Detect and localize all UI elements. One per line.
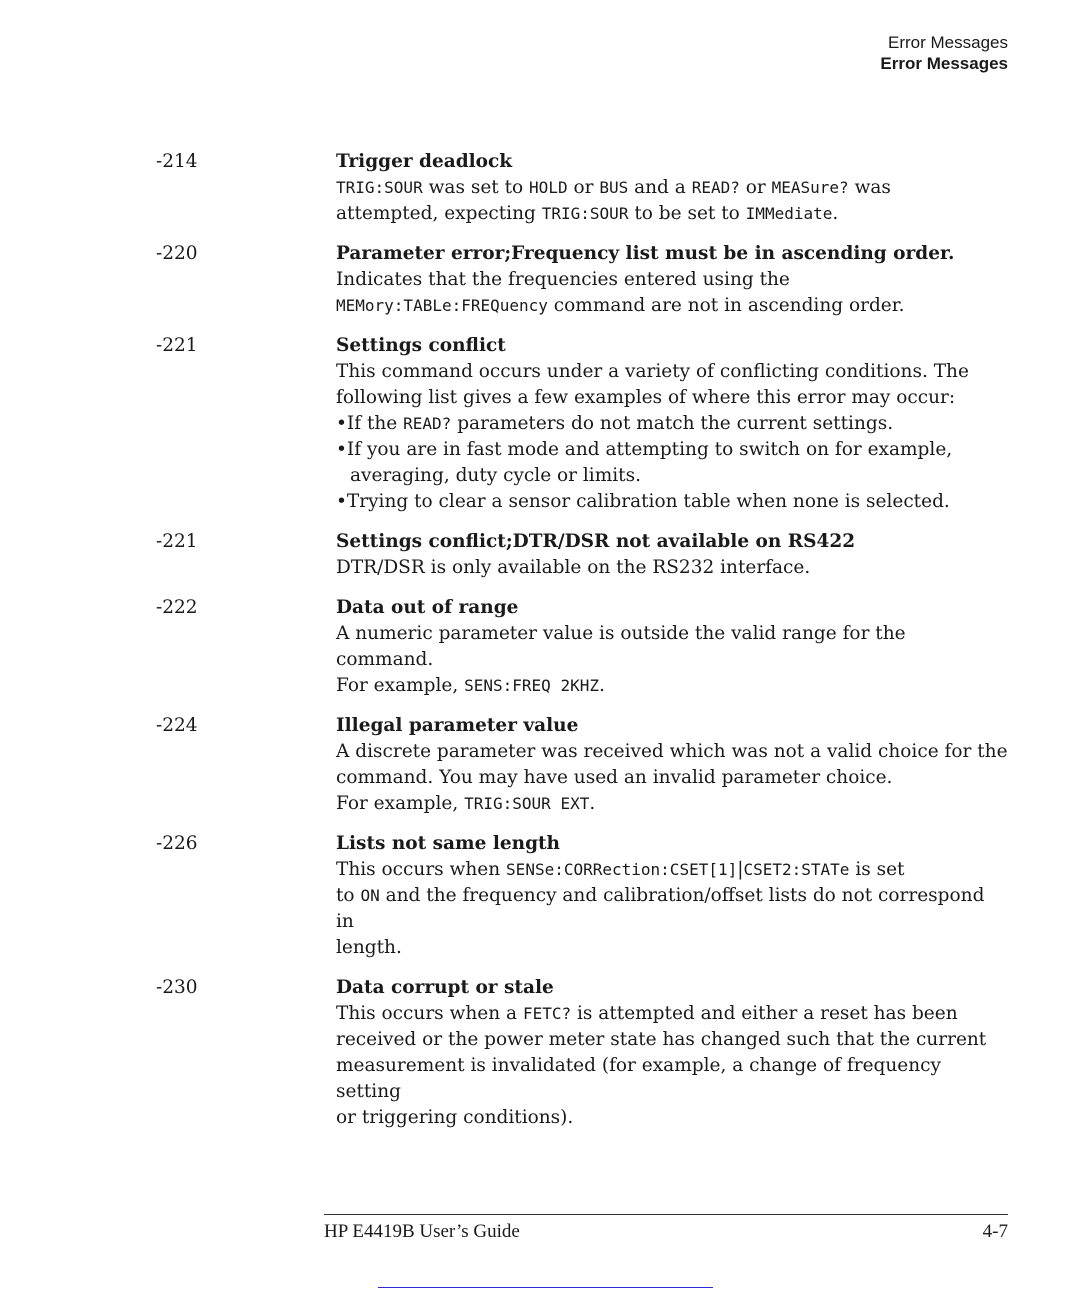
error-title: Data out of range bbox=[336, 597, 519, 618]
description-line bbox=[336, 201, 1008, 227]
error-description bbox=[336, 975, 1008, 1131]
command-code: READ? bbox=[403, 414, 452, 433]
description-line: received or the power meter state has changed such that the current bbox=[336, 1029, 987, 1050]
error-code: -214 bbox=[156, 151, 198, 172]
bullet-item: •If you are in fast mode and attempting to switch on for example, averaging, duty cycle or limits. bbox=[336, 439, 953, 486]
command-code: SENS:FREQ 2KHZ bbox=[464, 676, 599, 695]
error-description bbox=[336, 713, 1008, 817]
text: to bbox=[336, 885, 361, 906]
error-entry bbox=[0, 831, 1080, 961]
error-description bbox=[336, 333, 1008, 515]
text: to be set to bbox=[628, 203, 746, 224]
command-code: CSET2:STATe bbox=[743, 860, 850, 879]
running-header bbox=[880, 32, 1008, 74]
description-line: length. bbox=[336, 937, 402, 958]
text: attempted, expecting bbox=[336, 203, 542, 224]
description-line: following list gives a few examples of where this error may occur: bbox=[336, 387, 956, 408]
error-entry bbox=[0, 713, 1080, 817]
error-description bbox=[336, 529, 1008, 581]
footer-guide-title: HP E4419B User’s Guide bbox=[324, 1221, 520, 1242]
footer-page-number: 4-7 bbox=[982, 1221, 1008, 1242]
error-description bbox=[336, 149, 1008, 227]
command-code: TRIG:SOUR bbox=[541, 204, 629, 223]
error-code: -222 bbox=[156, 597, 198, 618]
error-code: -226 bbox=[156, 833, 198, 854]
description-line bbox=[336, 883, 1008, 935]
error-title: Settings conflict bbox=[336, 335, 506, 356]
error-title: Data corrupt or stale bbox=[336, 977, 554, 998]
description-line: or triggering conditions). bbox=[336, 1107, 574, 1128]
description-line: This command occurs under a variety of conflicting conditions. The bbox=[336, 361, 969, 382]
description-line bbox=[336, 857, 1008, 883]
description-line bbox=[336, 175, 1008, 201]
command-code: ON bbox=[360, 886, 380, 905]
header-section-bold: Error Messages bbox=[880, 54, 1008, 73]
error-code: -221 bbox=[156, 531, 198, 552]
error-entry bbox=[0, 975, 1080, 1131]
text: was set to bbox=[422, 177, 530, 198]
error-code: -220 bbox=[156, 243, 198, 264]
description-line bbox=[336, 791, 1008, 817]
text: or bbox=[567, 177, 600, 198]
text: •If the bbox=[336, 413, 404, 434]
error-code: -230 bbox=[156, 977, 198, 998]
description-line: Indicates that the frequencies entered using the bbox=[336, 269, 790, 290]
error-title: Settings conflict;DTR/DSR not available on RS422 bbox=[336, 531, 856, 552]
error-entry bbox=[0, 149, 1080, 227]
error-title: Trigger deadlock bbox=[336, 151, 513, 172]
text: parameters do not match the current settings. bbox=[451, 413, 894, 434]
error-code: -221 bbox=[156, 335, 198, 356]
text: . bbox=[832, 203, 839, 224]
error-message-list bbox=[0, 149, 1080, 1145]
description-line: measurement is invalidated (for example, a change of frequency setting bbox=[336, 1055, 941, 1102]
bullet-item: •Trying to clear a sensor calibration table when none is selected. bbox=[336, 491, 950, 512]
command-code: IMMediate bbox=[745, 204, 833, 223]
description-line bbox=[336, 293, 1008, 319]
description-line bbox=[336, 1001, 1008, 1027]
command-code: HOLD bbox=[529, 178, 568, 197]
text: . bbox=[598, 675, 605, 696]
command-code: BUS bbox=[599, 178, 629, 197]
header-section: Error Messages bbox=[888, 33, 1008, 52]
text: For example, bbox=[336, 675, 465, 696]
description-line: A numeric parameter value is outside the valid range for the command. bbox=[336, 623, 906, 670]
error-description bbox=[336, 831, 1008, 961]
text: This occurs when bbox=[336, 859, 507, 880]
text: command are not in ascending order. bbox=[547, 295, 905, 316]
text: is attempted and either a reset has been bbox=[571, 1003, 958, 1024]
text: This occurs when a bbox=[336, 1003, 523, 1024]
error-entry bbox=[0, 333, 1080, 515]
command-code: SENSe:CORRection:CSET[1] bbox=[506, 860, 738, 879]
error-description bbox=[336, 241, 1008, 319]
text: | bbox=[737, 859, 744, 880]
description-line: A discrete parameter was received which was not a valid choice for the bbox=[336, 741, 1008, 762]
error-title: Lists not same length bbox=[336, 833, 560, 854]
error-entry bbox=[0, 241, 1080, 319]
text: and a bbox=[628, 177, 692, 198]
command-code: MEMory:TABLe:FREQuency bbox=[336, 296, 548, 315]
hyperlink-underline[interactable] bbox=[378, 1287, 713, 1288]
text: is set bbox=[849, 859, 905, 880]
text: For example, bbox=[336, 793, 465, 814]
bullet-item bbox=[336, 411, 1008, 437]
description-line bbox=[336, 673, 1008, 699]
footer-divider bbox=[324, 1214, 1008, 1215]
command-code: TRIG:SOUR EXT bbox=[464, 794, 590, 813]
description-line: DTR/DSR is only available on the RS232 interface. bbox=[336, 557, 811, 578]
error-entry bbox=[0, 529, 1080, 581]
error-code: -224 bbox=[156, 715, 198, 736]
text: and the frequency and calibration/offset lists do not correspond in bbox=[336, 885, 985, 932]
error-entry bbox=[0, 595, 1080, 699]
error-title: Parameter error;Frequency list must be in ascending order. bbox=[336, 243, 955, 264]
text: was bbox=[848, 177, 891, 198]
command-code: FETC? bbox=[522, 1004, 572, 1023]
command-code: TRIG:SOUR bbox=[336, 178, 423, 197]
error-title: Illegal parameter value bbox=[336, 715, 579, 736]
command-code: MEASure? bbox=[771, 178, 849, 197]
description-line: command. You may have used an invalid parameter choice. bbox=[336, 767, 893, 788]
text: . bbox=[589, 793, 596, 814]
text: or bbox=[739, 177, 772, 198]
command-code: READ? bbox=[691, 178, 740, 197]
error-description bbox=[336, 595, 1008, 699]
